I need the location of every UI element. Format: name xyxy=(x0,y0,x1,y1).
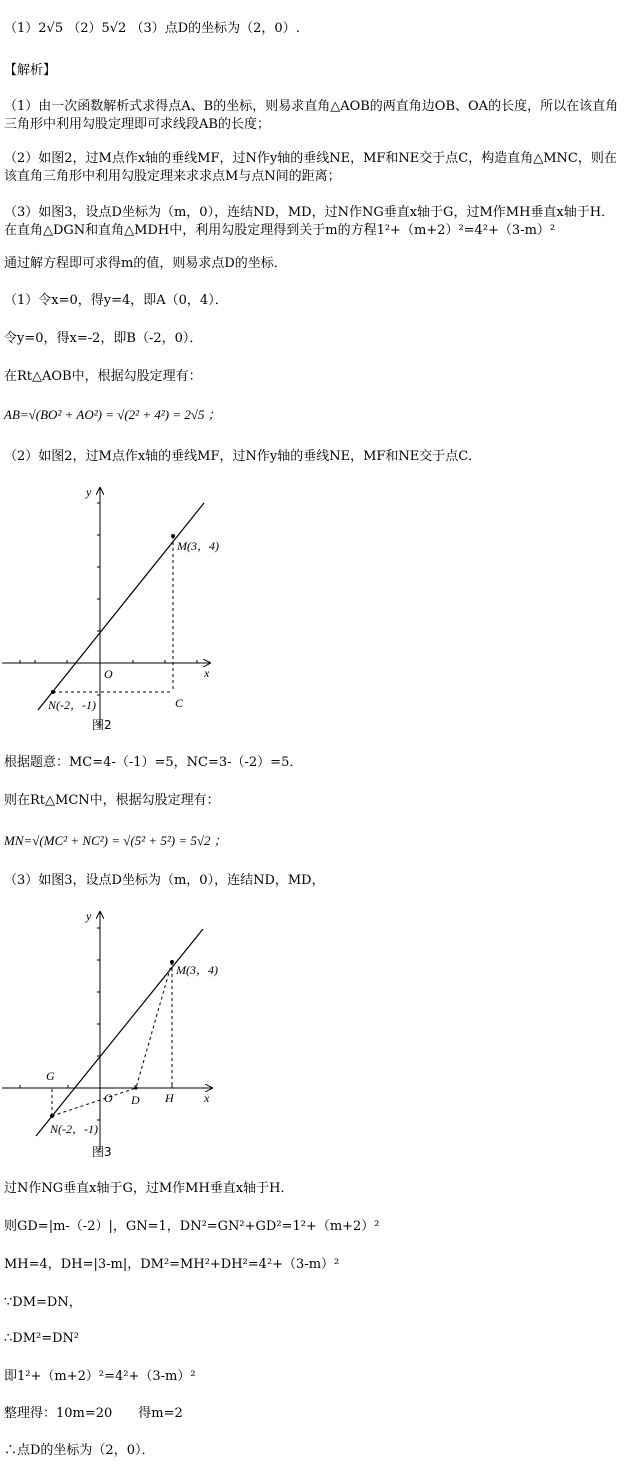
point-M xyxy=(170,960,174,964)
point-D xyxy=(134,1086,137,1089)
part3-line-6: 即1²+（m+2）²=4²+（3-m）² xyxy=(4,1369,196,1384)
label-M: M(3，4) xyxy=(176,963,218,977)
linear-function-line xyxy=(38,503,204,710)
part1-line-2: 令y=0，得x=-2，即B（-2，0）． xyxy=(4,331,203,346)
label-H: H xyxy=(165,1091,174,1105)
analysis-paragraph-4: 通过解方程即可求得m的值，则易求点D的坐标． xyxy=(4,256,287,271)
point-N xyxy=(50,1114,54,1118)
figure-3 xyxy=(0,904,232,1166)
part3-intro: （3）如图3，设点D坐标为（m，0），连结ND，MD， xyxy=(4,873,325,888)
analysis-paragraph-1: （1）由一次函数解析式求得点A、B的坐标，则易求直角△AOB的两直角边OB、OA的长度，所以在该直角三角形中利用勾股定理即可求线段AB的长度； xyxy=(4,99,619,132)
figure-2-caption: 图2 xyxy=(92,718,112,732)
part3-line-5: ∴DM²=DN² xyxy=(4,1331,80,1346)
analysis-paragraph-2: （2）如图2，过M点作x轴的垂线MF，过N作y轴的垂线NE，MF和NE交于点C，构造直角△MNC，则在该直角三角形中利用勾股定理来求求点M与点N间的距离； xyxy=(4,151,617,184)
segment-MD xyxy=(136,962,172,1088)
figure-2 xyxy=(0,478,230,740)
part2-then: 则在Rt△MCN中，根据勾股定理有： xyxy=(4,793,220,808)
part3-line-2: 则GD=|m-（-2）|，GN=1，DN²=GN²+GD²=1²+（m+2）² xyxy=(4,1219,380,1234)
part3-line-1: 过N作NG垂直x轴于G，过M作MH垂直x轴于H． xyxy=(4,1181,294,1196)
label-N: N(-2，-1) xyxy=(48,698,96,712)
label-x: x xyxy=(204,666,210,680)
part3-line-4: ∵DM=DN， xyxy=(4,1295,82,1310)
label-O: O xyxy=(104,1091,113,1105)
section-title: 【解析】 xyxy=(4,63,57,78)
part1-line-1: （1）令x=0，得y=4，即A（0，4）． xyxy=(4,293,228,308)
part2-calc: 根据题意：MC=4-（-1）=5，NC=3-（-2）=5． xyxy=(4,755,303,770)
label-C: C xyxy=(175,696,184,710)
part3-line-8: ∴点D的坐标为（2，0）． xyxy=(4,1443,155,1458)
linear-function-line xyxy=(36,929,203,1136)
part2-intro: （2）如图2，过M点作x轴的垂线MF，过N作y轴的垂线NE，MF和NE交于点C． xyxy=(4,449,482,464)
label-y: y xyxy=(86,909,92,923)
part3-line-7: 整理得：10m=20 得m=2 xyxy=(4,1406,183,1421)
label-D: D xyxy=(131,1093,140,1107)
part3-line-3: MH=4，DH=|3-m|，DM²=MH²+DH²=4²+（3-m）² xyxy=(4,1257,340,1272)
part1-formula: AB=√(BO² + AO²) = √(2² + 4²) = 2√5 ； xyxy=(4,407,221,422)
label-M: M(3，4) xyxy=(177,539,219,553)
point-N xyxy=(51,690,55,694)
answer-line: （1）2√5 （2）5√2 （3）点D的坐标为（2，0）. xyxy=(4,21,300,36)
point-M xyxy=(171,534,175,538)
label-G: G xyxy=(46,1069,55,1083)
part1-line-3: 在Rt△AOB中，根据勾股定理有： xyxy=(4,369,202,384)
part2-formula: MN=√(MC² + NC²) = √(5² + 5²) = 5√2 ； xyxy=(4,833,227,848)
label-y: y xyxy=(86,485,92,499)
label-N: N(-2，-1) xyxy=(50,1122,98,1136)
segment-ND xyxy=(52,1088,136,1116)
figure-3-caption: 图3 xyxy=(92,1145,112,1159)
label-x: x xyxy=(204,1091,210,1105)
analysis-paragraph-3: （3）如图3，设点D坐标为（m，0），连结ND，MD，过N作NG垂直x轴于G，过M作MH垂直x轴于H．在直角△DGN和直角△MDH中，利用勾股定理得到关于m的方程1²+（m+2）²=4²+（3-m）² xyxy=(4,205,615,238)
label-O: O xyxy=(104,667,113,681)
